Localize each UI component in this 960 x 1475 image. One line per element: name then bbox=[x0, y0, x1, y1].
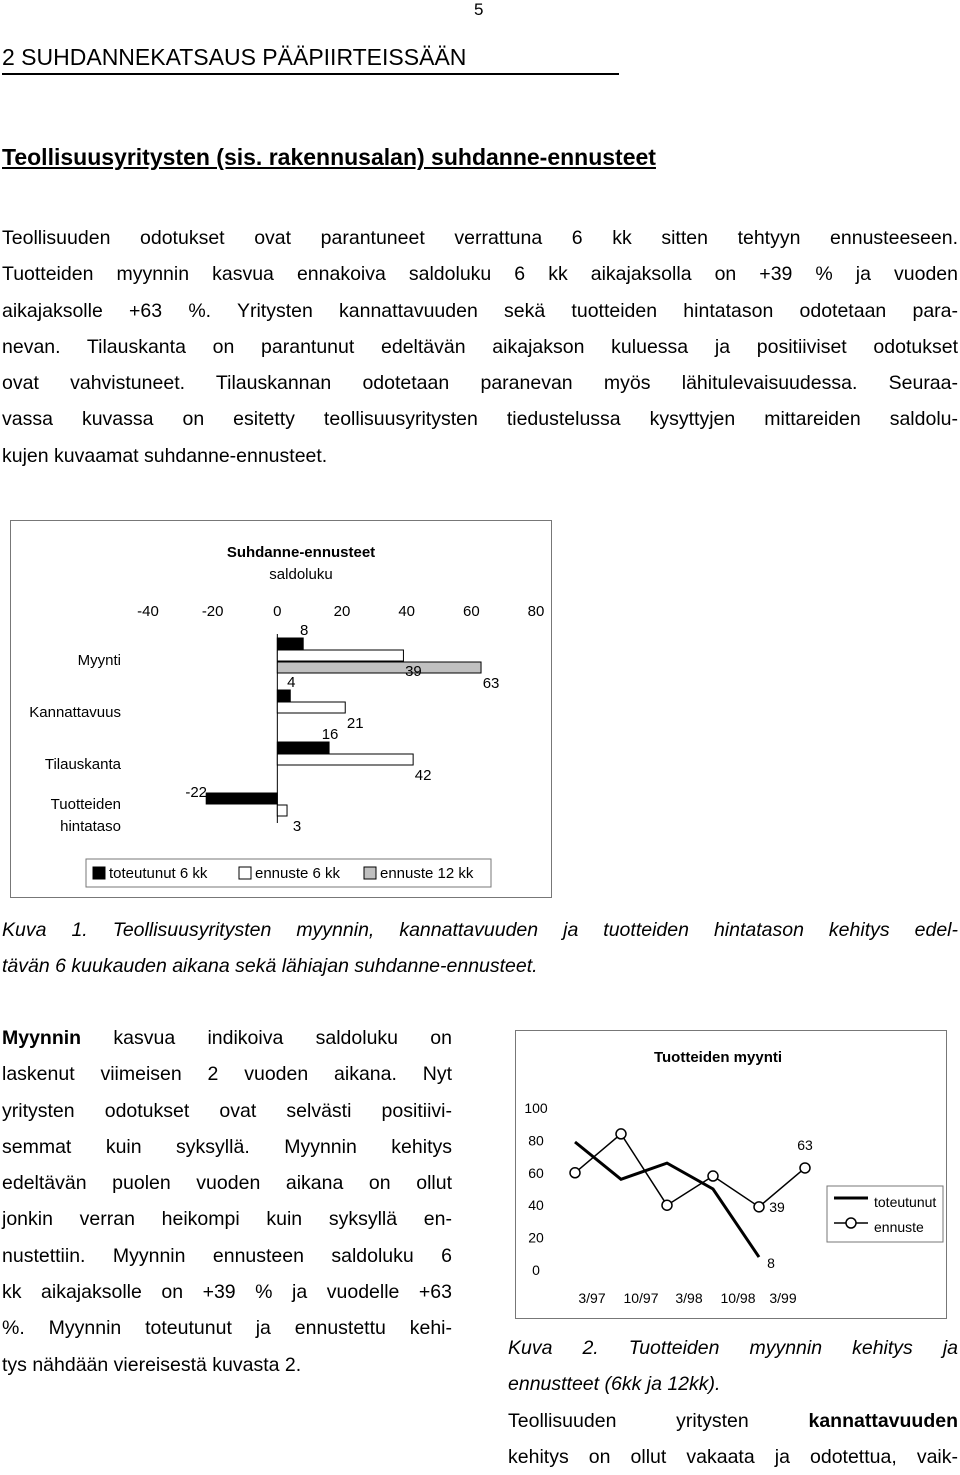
chart1-bar bbox=[277, 742, 329, 753]
chart1-x-tick: 0 bbox=[273, 603, 282, 620]
chart2-x-tick: 3/99 bbox=[769, 1290, 797, 1306]
chart1-bars bbox=[206, 638, 481, 816]
caption2-line: ennustteet (6kk ja 12kk). bbox=[508, 1373, 721, 1396]
caption1-text: Teollisuusyritysten myynnin, kannattavuuden ja tuotteiden hintatason kehitys edel- bbox=[87, 919, 958, 941]
caption2-line bbox=[508, 1403, 958, 1439]
intro-line: Tuotteiden myynnin kasvua ennakoiva saldoluku 6 kk aikajaksolla on +39 % ja vuoden bbox=[2, 263, 958, 286]
chart1-bar bbox=[277, 805, 287, 816]
chart1-data-label: 42 bbox=[414, 767, 432, 784]
chart2-point-ennuste bbox=[570, 1168, 580, 1178]
sales-lead: Myynnin bbox=[2, 1027, 82, 1049]
chart1-legend-label: ennuste 12 kk bbox=[380, 865, 474, 882]
chart2-title: Tuotteiden myynti bbox=[653, 1049, 783, 1066]
sales-line-text: kasvua indikoiva saldoluku on bbox=[81, 1027, 452, 1049]
caption2-line: Kuva 2. Tuotteiden myynnin kehitys ja bbox=[508, 1337, 958, 1359]
chart1-legend bbox=[93, 865, 474, 882]
chart1-category-label: hintataso bbox=[60, 818, 121, 835]
chart1-legend-label: toteutunut 6 kk bbox=[109, 865, 208, 882]
chart2-y-tick: 80 bbox=[528, 1132, 544, 1149]
caption2-text: Teollisuuden yritysten bbox=[508, 1409, 809, 1432]
caption1-lead: Kuva 1. bbox=[2, 919, 88, 941]
chart1-category-labels bbox=[29, 652, 121, 835]
chart2-point-ennuste bbox=[616, 1129, 626, 1139]
chart1-bar bbox=[206, 793, 277, 804]
caption2-line: kehitys on ollut vakaata ja odotettua, vaik- bbox=[508, 1445, 958, 1468]
chart2-legend-label: toteutunut bbox=[874, 1194, 937, 1210]
chart1-data-label: -22 bbox=[185, 784, 208, 801]
sales-line: %. Myynnin toteutunut ja ennustettu kehi- bbox=[2, 1317, 452, 1340]
chart2-point-label: 8 bbox=[767, 1255, 775, 1272]
caption1-line bbox=[2, 912, 958, 948]
chart1-category-label: Myynti bbox=[77, 652, 121, 669]
chart2-y-tick: 40 bbox=[528, 1197, 544, 1214]
figure2-caption bbox=[508, 1330, 958, 1475]
sub-heading: Teollisuusyritysten (sis. rakennusalan) suhdanne-ennusteet bbox=[2, 144, 656, 170]
chart2-series bbox=[570, 1129, 810, 1257]
chart2-point-ennuste bbox=[800, 1163, 810, 1173]
intro-line: kujen kuvaamat suhdanne-ennusteet. bbox=[2, 444, 328, 467]
suhdanne-chart bbox=[10, 520, 552, 898]
chart1-x-tick: 80 bbox=[527, 603, 545, 620]
chart1-legend-label: ennuste 6 kk bbox=[255, 865, 341, 882]
sales-line: jonkin verran heikompi kuin syksyllä en- bbox=[2, 1208, 452, 1231]
intro-paragraph bbox=[2, 220, 958, 474]
chart1-x-tick: 60 bbox=[462, 603, 480, 620]
chart1-bar bbox=[277, 754, 413, 765]
chart1-subtitle: saldoluku bbox=[269, 566, 333, 583]
chart1-data-label: 3 bbox=[292, 818, 302, 835]
chart1-x-tick: -20 bbox=[201, 603, 224, 620]
section-heading: 2 SUHDANNEKATSAUS PÄÄPIIRTEISSÄÄN bbox=[2, 44, 467, 70]
intro-line: nevan. Tilauskanta on parantunut edeltävän aikajakson kuluessa ja positiiviset odotukset bbox=[2, 335, 958, 358]
chart2-legend-label: ennuste bbox=[874, 1219, 924, 1235]
sales-line bbox=[2, 1020, 452, 1056]
sales-line: laskenut viimeisen 2 vuoden aikana. Nyt bbox=[2, 1063, 452, 1086]
sales-line: yritysten odotukset ovat selvästi positiivi- bbox=[2, 1099, 452, 1122]
chart1-bar bbox=[277, 638, 303, 649]
chart1-bar bbox=[277, 650, 403, 661]
chart2-x-tick: 3/98 bbox=[675, 1290, 703, 1306]
chart2-x-ticks bbox=[578, 1290, 796, 1306]
chart2-point-ennuste bbox=[754, 1202, 764, 1212]
sales-line: nustettiin. Myynnin ennusteen saldoluku 6 bbox=[2, 1244, 452, 1267]
chart1-x-ticks bbox=[137, 603, 544, 620]
chart2-y-ticks bbox=[524, 1100, 548, 1278]
chart1-x-tick: 40 bbox=[398, 603, 416, 620]
chart1-data-label: 4 bbox=[287, 674, 296, 691]
figure1-caption bbox=[2, 912, 958, 984]
chart2-y-tick: 100 bbox=[524, 1100, 548, 1116]
chart1-data-label: 63 bbox=[482, 675, 500, 692]
chart1-category-label: Tilauskanta bbox=[44, 756, 121, 773]
heading-underline bbox=[2, 73, 619, 75]
chart2-point-labels bbox=[767, 1137, 813, 1271]
chart1-bar bbox=[277, 702, 345, 713]
chart2-y-tick: 0 bbox=[532, 1262, 540, 1278]
intro-line: Teollisuuden odotukset ovat parantuneet verrattuna 6 kk sitten tehtyyn ennusteeseen. bbox=[2, 227, 958, 249]
chart1-title: Suhdanne-ennusteet bbox=[226, 544, 376, 561]
sales-line: semmat kuin syksyllä. Myynnin kehitys bbox=[2, 1135, 452, 1158]
sales-paragraph bbox=[2, 1020, 452, 1383]
chart1-category-label: Kannattavuus bbox=[29, 704, 121, 721]
chart2-point-label: 39 bbox=[769, 1198, 785, 1215]
chart1-bar bbox=[277, 662, 481, 673]
suhdanne-chart-svg bbox=[11, 521, 551, 897]
page-number: 5 bbox=[474, 0, 484, 19]
intro-line: ovat vahvistuneet. Tilauskannan odotetaan paranevan myös lähitulevaisuudessa. Seuraa- bbox=[2, 372, 958, 395]
chart2-x-tick: 10/98 bbox=[720, 1290, 756, 1306]
sales-line: edeltävän puolen vuoden aikana on ollut bbox=[2, 1172, 452, 1195]
chart2-x-tick: 3/97 bbox=[578, 1290, 606, 1306]
chart2-x-tick: 10/97 bbox=[623, 1290, 659, 1306]
sales-line-chart bbox=[515, 1030, 947, 1319]
caption1-line: tävän 6 kuukauden aikana sekä lähiajan suhdanne-ennusteet. bbox=[2, 955, 538, 977]
chart2-y-tick: 60 bbox=[528, 1164, 544, 1181]
chart1-bar bbox=[277, 690, 290, 701]
chart1-legend-swatch bbox=[239, 867, 251, 879]
chart2-point-label: 63 bbox=[797, 1136, 813, 1153]
chart2-point-ennuste bbox=[708, 1171, 718, 1181]
chart1-data-label: 39 bbox=[405, 663, 422, 680]
chart1-data-label: 16 bbox=[321, 726, 339, 743]
chart1-data-label: 21 bbox=[346, 715, 364, 732]
sales-line: tys nähdään viereisestä kuvasta 2. bbox=[2, 1353, 302, 1376]
caption2-bold: kannattavuuden bbox=[808, 1409, 958, 1432]
chart2-y-tick: 20 bbox=[528, 1229, 544, 1246]
chart1-x-tick: 20 bbox=[333, 603, 351, 620]
chart2-point-ennuste bbox=[662, 1200, 672, 1210]
chart1-x-tick: -40 bbox=[137, 603, 159, 620]
chart1-data-label: 8 bbox=[300, 622, 309, 639]
sales-line: kk aikajaksolle on +39 % ja vuodelle +63 bbox=[2, 1281, 452, 1304]
chart1-category-label: Tuotteiden bbox=[50, 796, 121, 813]
intro-line: vassa kuvassa on esitetty teollisuusyritysten tiedustelussa kysyttyjen mittareiden saldolu- bbox=[2, 408, 958, 431]
chart2-legend-marker bbox=[846, 1218, 856, 1228]
sales-line-chart-svg bbox=[516, 1031, 946, 1318]
intro-line: aikajaksolle +63 %. Yritysten kannattavuuden sekä tuotteiden hintatason odotetaan para- bbox=[2, 299, 958, 322]
chart1-legend-swatch bbox=[364, 867, 376, 879]
chart1-legend-swatch bbox=[93, 867, 105, 879]
